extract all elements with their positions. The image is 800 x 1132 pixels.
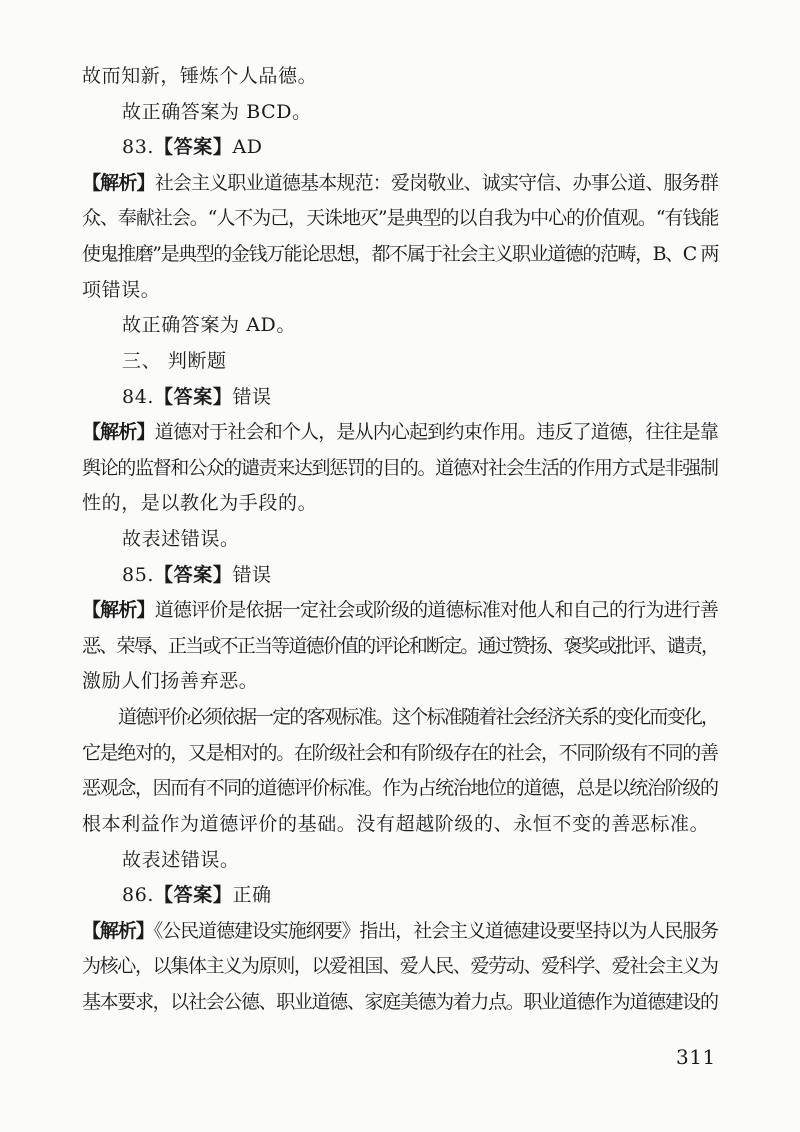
- text-line: 项错误。: [82, 279, 161, 301]
- text-line: 道德评价必须依据一定的客观标准。这个标准随着社会经济关系的变化而变化，: [118, 706, 719, 728]
- text-line: 故而知新，锤炼个人品德。: [82, 65, 318, 87]
- text-line: 恶、荣辱、正当或不正当等道德价值的评论和断定。通过赞扬、褒奖或批评、谴责，: [82, 635, 719, 657]
- section-heading: 三、 判断题: [122, 350, 227, 372]
- text-line: 恶观念，因而有不同的道德评价标准。作为占统治地位的道德，总是以统治阶级的: [82, 777, 718, 799]
- analysis-line: 【解析】社会主义职业道德基本规范：爱岗敬业、诚实守信、办事公道、服务群: [82, 172, 719, 194]
- text-line: 故正确答案为 BCD。: [122, 101, 312, 123]
- text-line: 它是绝对的，又是相对的。在阶级社会和有阶级存在的社会，不同阶级有不同的善: [82, 742, 718, 764]
- text-line: 使鬼推磨”是典型的金钱万能论思想，都不属于社会主义职业道德的范畴，B、C 两: [82, 243, 719, 265]
- analysis-line: 【解析】道德对于社会和个人，是从内心起到约束作用。违反了道德，往往是靠: [82, 421, 719, 443]
- analysis-line: 【解析】《公民道德建设实施纲要》指出，社会主义道德建设要坚持以为人民服务: [82, 920, 719, 942]
- answer-line-83: 83.【答案】AD: [122, 136, 263, 158]
- text-line: 故正确答案为 AD。: [122, 314, 296, 336]
- answer-line-86: 86.【答案】正确: [122, 884, 272, 906]
- answer-line-85: 85.【答案】错误: [122, 564, 272, 586]
- text-line: 故表述错误。: [122, 849, 240, 871]
- text-line: 性的，是以教化为手段的。: [82, 492, 318, 514]
- text-line: 基本要求，以社会公德、职业道德、家庭美德为着力点。职业道德作为道德建设的: [82, 991, 718, 1013]
- text-line: 舆论的监督和公众的谴责来达到惩罚的目的。道德对社会生活的作用方式是非强制: [82, 457, 718, 479]
- page-number: 311: [676, 1045, 716, 1069]
- text-line: 为核心，以集体主义为原则，以爱祖国、爱人民、爱劳动、爱科学、爱社会主义为: [82, 955, 718, 977]
- analysis-line: 【解析】道德评价是依据一定社会或阶级的道德标准对他人和自己的行为进行善: [82, 599, 719, 621]
- answer-line-84: 84.【答案】错误: [122, 386, 272, 408]
- text-line: 众、奉献社会。“人不为己，天诛地灭”是典型的以自我为中心的价值观。“有钱能: [82, 207, 719, 229]
- text-line: 故表述错误。: [122, 528, 240, 550]
- text-line: 激励人们扬善弃恶。: [82, 670, 259, 692]
- text-line: 根本利益作为道德评价的基础。没有超越阶级的、永恒不变的善恶标准。: [82, 813, 710, 835]
